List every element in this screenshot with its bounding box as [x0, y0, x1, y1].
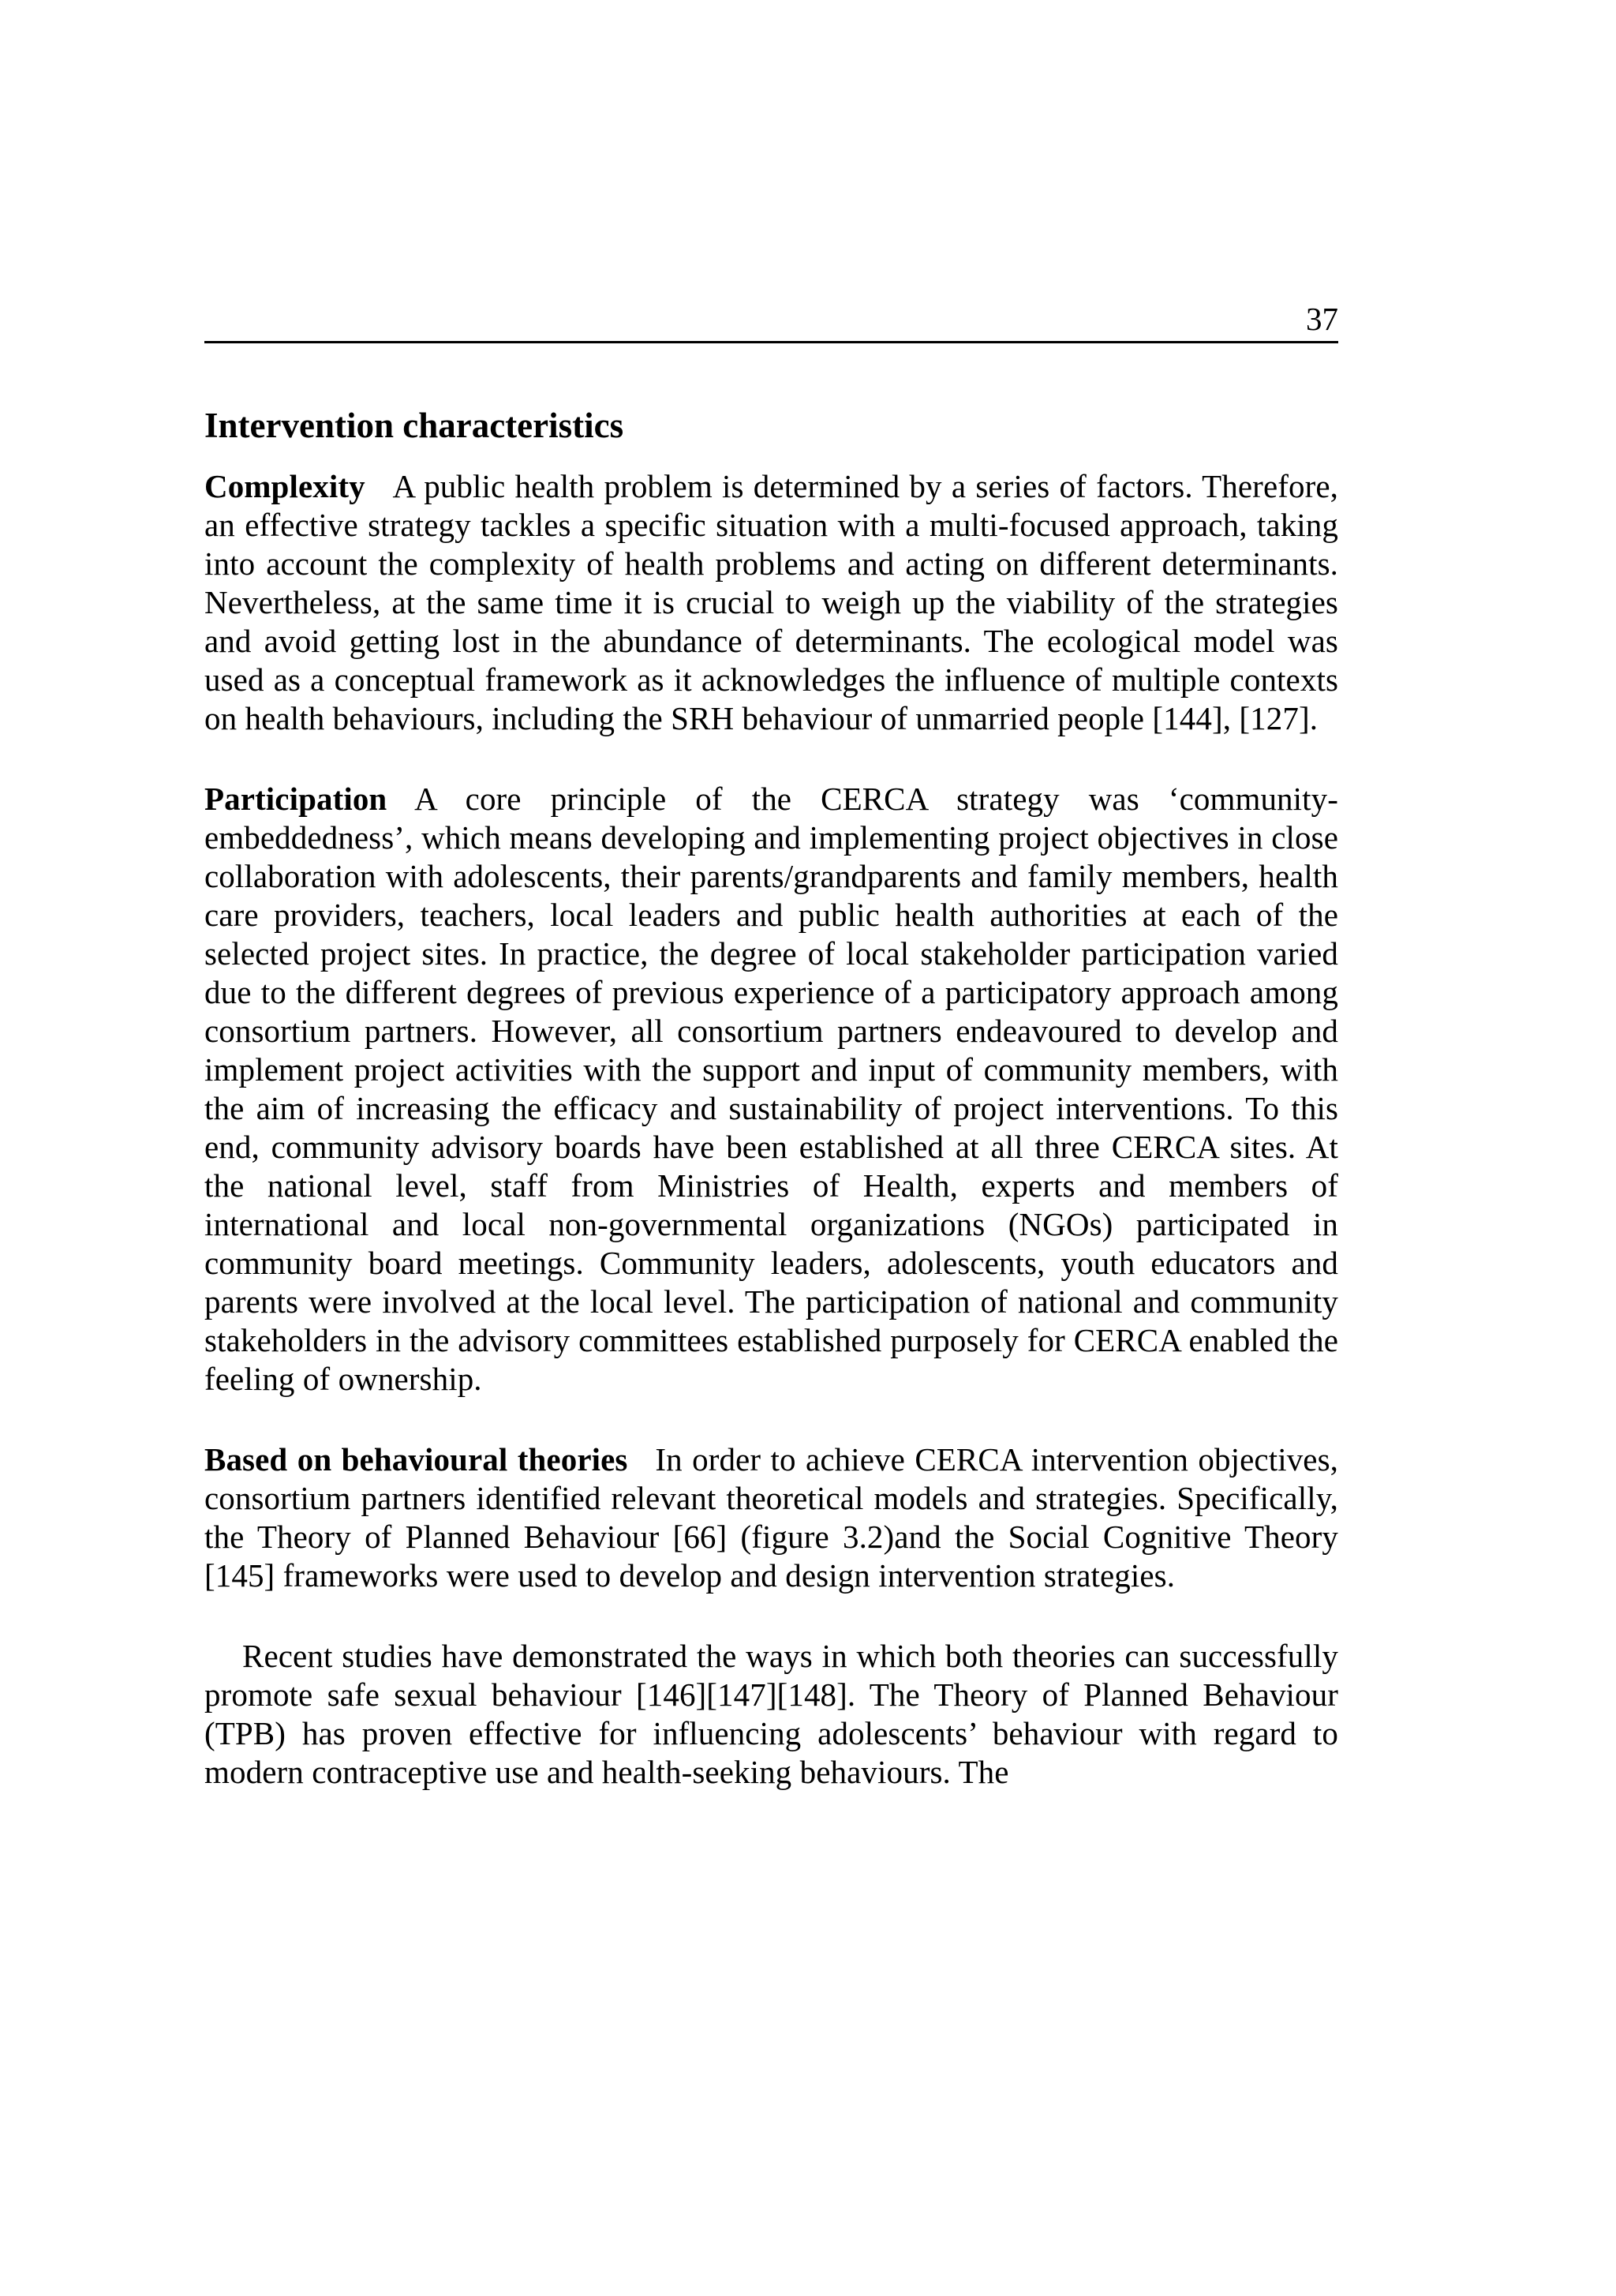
text-column: [204, 0, 1338, 2296]
header-rule: [204, 341, 1338, 343]
paragraph-text: A public health problem is determined by a series of factors. Therefore, an effective strategy tackles a specific situation with a multi-focused approach, taking into account the complexity of health problems and acting on different determinants. Nevertheless, at the same time it is crucial to weigh up the viability of the strategies and avoid getting lost in the abundance of determinants. The ecological model was used as a conceptual framework as it acknowledges the influence of multiple contexts on health behaviours, including the SRH behaviour of unmarried people [144], [127].: [204, 468, 1338, 737]
paragraph-lead: Based on behavioural theories: [204, 1441, 628, 1478]
paragraph-participation: [204, 780, 1338, 1399]
page-body: [204, 406, 1338, 1833]
paragraph-recent-studies: [204, 1637, 1338, 1792]
paragraph-behavioural-theories: [204, 1440, 1338, 1595]
paragraph-lead: Complexity: [204, 468, 365, 505]
paragraph-text: A core principle of the CERCA strategy was ‘community-embeddedness’, which means developing and implementing project objectives in close collaboration with adolescents, their parents/grandparents and family members, health care providers, teachers, local leaders and public health authorities at each of the selected project sites. In practice, the degree of local stakeholder participation varied due to the different degrees of previous experience of a participatory approach among consortium partners. However, all consortium partners endeavoured to develop and implement project activities with the support and input of community members, with the aim of increasing the efficacy and sustainability of project interventions. To this end, community advisory boards have been established at all three CERCA sites. At the national level, staff from Ministries of Health, experts and members of international and local non-governmental organizations (NGOs) participated in community board meetings. Community leaders, adolescents, youth educators and parents were involved at the local level. The participation of national and community stakeholders in the advisory committees established purposely for CERCA enabled the feeling of ownership.: [204, 781, 1338, 1398]
paragraph-complexity: [204, 467, 1338, 738]
paragraph-lead: Participation: [204, 781, 387, 818]
paragraph-text: Recent studies have demonstrated the ways in which both theories can successfully promote safe sexual behaviour [146][147][148]. The Theory of Planned Behaviour (TPB) has proven effective for influencing adolescents’ behaviour with regard to modern contraceptive use and health-seeking behaviours. The: [204, 1638, 1338, 1791]
page-number: 37: [1306, 301, 1338, 337]
paragraph-text: In order to achieve CERCA intervention objectives, consortium partners identified relevant theoretical models and strategies. Specifically, the Theory of Planned Behaviour [66] (figure 3.2)and the Social Cognitive Theory [145] frameworks were used to develop and design intervention strategies.: [204, 1441, 1339, 1594]
section-heading: Intervention characteristics: [204, 406, 624, 445]
